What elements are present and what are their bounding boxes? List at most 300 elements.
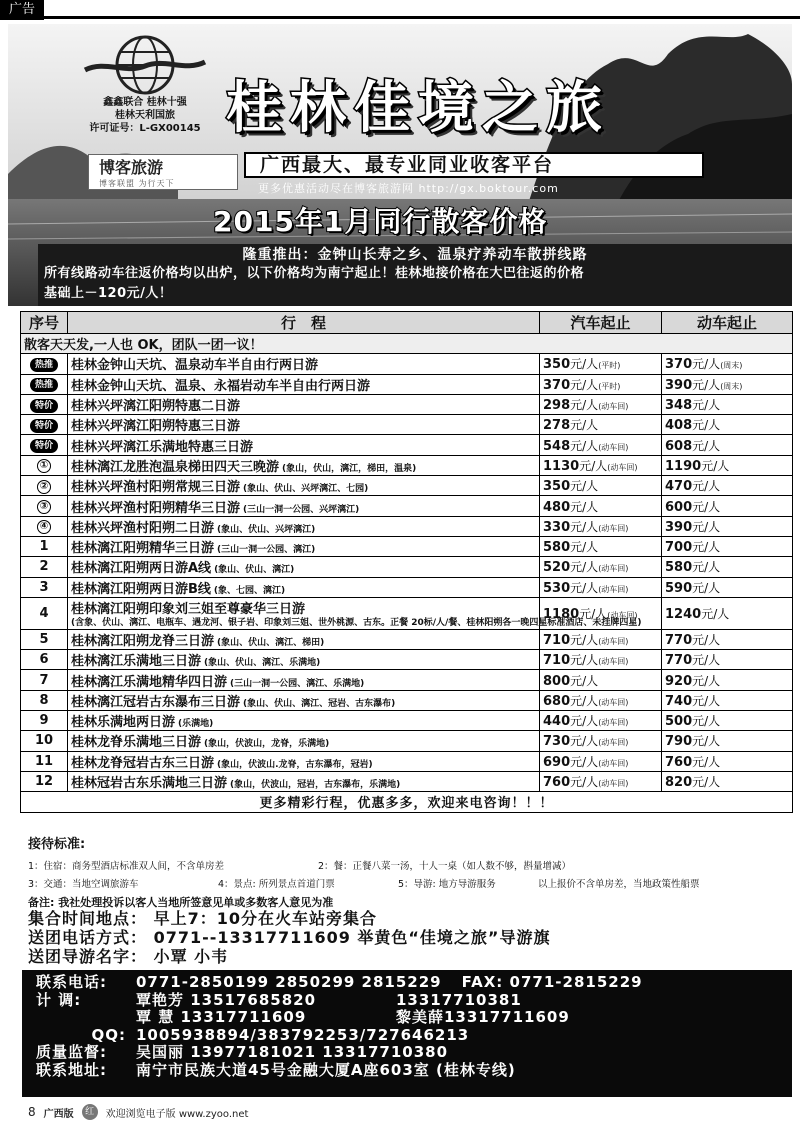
fax-number[interactable]: FAX: 0771-2815229 [461,973,643,991]
bokt-logo [88,154,238,190]
main-title: 桂林佳境之旅 [226,76,610,141]
route-index: 8 [39,692,49,708]
train-price [662,690,793,710]
standard-item: 3：交通：当地空调旅游车 [28,879,139,890]
bus-price-unit: 元/人 [570,398,599,413]
route-name: 桂林兴坪渔村阳朔精华三日游 [71,500,241,516]
header-train: 动车起止 [662,312,793,334]
route-number [21,354,68,374]
bus-price-unit: 元/人 [570,499,599,514]
route-spots: (象山、伏山、兴坪漓江) [217,524,316,535]
bus-price [540,536,662,556]
train-price [662,455,793,475]
route-cell [68,476,540,496]
bus-price [540,415,662,435]
route-number [21,394,68,414]
train-price [662,670,793,690]
bus-price [540,557,662,577]
train-price-value: 740 [665,693,693,709]
promo-bar [38,244,792,306]
promo-line3: 基础上－120元/人！ [44,286,173,301]
route-spots: (象山、伏山、漓江) [214,565,295,576]
train-price [662,516,793,536]
route-number [21,731,68,751]
contact-tel-row [36,974,778,992]
standard-item: 5：导游: 地方导游服务 [398,879,496,890]
logo-line1: 鑫鑫联合 桂林十强 [103,97,187,108]
address: 南宁市民族大道45号金融大厦A座603室 (桂林专线) [136,1060,516,1079]
contact-calc-row [36,992,778,1010]
route-badge: 特价 [30,439,58,453]
meeting-info [28,909,788,966]
route-spots: (象山，伏波山，冠岩，古东瀑布，乐满地) [230,780,401,791]
route-cell [68,354,540,374]
route-number [21,597,68,629]
train-price [662,394,793,414]
bus-price [540,516,662,536]
contact-address-row [36,1062,778,1080]
bus-price [540,374,662,394]
footer-website[interactable]: 欢迎浏览电子版 www.zyoo.net [105,1108,249,1120]
bokt-name: 博客旅游 [99,158,164,177]
train-price [662,354,793,374]
price-table [20,311,793,813]
route-index: 12 [34,774,54,790]
train-price [662,629,793,649]
bus-price-unit: 元/人 [570,357,599,372]
bus-price-value: 480 [543,499,571,515]
route-cell [68,496,540,516]
route-name: 桂林兴坪渔村阳朔二日游 [71,520,215,536]
bus-price-value: 520 [543,560,571,576]
header-num: 序号 [21,312,68,334]
train-price-unit: 元/人 [692,754,721,769]
bus-price-note: (动车回) [598,758,629,768]
route-cell [68,557,540,577]
route-badge: 热推 [30,378,58,392]
bus-price [540,670,662,690]
bus-price [540,731,662,751]
route-cell [68,711,540,731]
train-price-value: 760 [665,754,693,770]
header-bus: 汽车起止 [540,312,662,334]
bus-price-value: 548 [543,438,571,454]
train-price [662,577,793,597]
route-cell [68,415,540,435]
train-price [662,536,793,556]
train-price-unit: 元/人 [692,580,721,595]
route-name: 桂林漓江阳朔印象刘三姐至尊豪华三日游 [71,601,306,617]
bus-price-unit: 元/人 [570,653,599,668]
route-cell [68,690,540,710]
bus-price-value: 710 [543,633,571,648]
route-index: 5 [39,632,49,647]
bus-price-value: 730 [543,734,571,750]
route-index: ① [37,459,51,473]
train-price-unit: 元/人 [692,560,721,575]
route-name: 桂林金钟山天坑、温泉动车半自由行两日游 [71,358,319,374]
route-number [21,711,68,731]
quality-contact[interactable]: 吴国丽 13977181021 13317710380 [136,1043,449,1061]
bus-price-value: 330 [543,519,571,535]
bus-price-value: 680 [543,693,571,709]
train-price-value: 1240 [665,606,702,622]
route-spots: (三山一洞一公园、兴坪漓江) [243,504,360,515]
train-price-value: 580 [665,560,693,576]
bus-price [540,476,662,496]
train-price-note: (周末) [720,361,743,371]
bus-price [540,751,662,771]
train-price [662,771,793,791]
standards-row-1 [28,858,788,876]
table-row [21,435,793,455]
bus-price-note: (动车回) [598,584,629,594]
bus-price [540,629,662,649]
banner-row [21,334,793,354]
route-spots: (乐满地) [178,719,214,730]
train-price-unit: 元/人 [692,714,721,729]
agency-logo [60,34,230,135]
train-price-value: 590 [665,580,693,596]
route-spots: (象、七园、漓江) [213,585,286,596]
train-price [662,496,793,516]
table-row [21,455,793,475]
route-number [21,670,68,690]
route-cell [68,650,540,670]
ad-tag: 广告 [0,0,44,20]
bus-price [540,771,662,791]
table-row [21,496,793,516]
bus-price [540,690,662,710]
train-price-value: 790 [665,734,693,750]
route-cell [68,516,540,536]
train-price-value: 390 [665,377,693,393]
bus-price-value: 760 [543,775,571,791]
bus-price-note: (动车回) [598,657,629,667]
table-row [21,476,793,496]
bus-price [540,455,662,475]
bus-price [540,650,662,670]
train-price-unit: 元/人 [692,693,721,708]
train-price [662,711,793,731]
route-name: 桂林兴坪漓江乐满地特惠三日游 [71,439,254,455]
route-index: 6 [39,652,49,668]
more-info-row [21,792,793,812]
train-price-unit: 元/人 [692,377,721,392]
bus-price-note: (平时) [598,361,621,371]
bus-price-note: (动车回) [598,718,629,728]
bus-price-note: (动车回) [598,442,629,452]
table-row [21,536,793,556]
reception-standards [28,836,788,912]
train-price-value: 408 [665,418,693,434]
more-info-text: 更多精彩行程，优惠多多，欢迎来电咨询！！！ [21,792,793,812]
table-row [21,516,793,536]
route-name: 桂林漓江乐满地精华四日游 [71,674,228,690]
train-price-value: 820 [665,775,693,791]
route-number [21,751,68,771]
train-price-value: 348 [665,398,693,414]
route-name: 桂林乐满地两日游 [71,715,176,731]
table-row [21,670,793,690]
route-badge: 热推 [30,358,58,372]
bus-price-value: 298 [543,398,571,414]
train-price-unit: 元/人 [692,398,721,413]
route-spots: (象山，伏波山.龙脊，古东瀑布，冠岩) [217,759,373,770]
bus-price-unit: 元/人 [570,754,599,769]
promo-line2: 所有线路动车往返价格均以出炉，以下价格均为南宁起止！桂林地接价格在大巴往返的价格 [44,266,585,281]
train-price-unit: 元/人 [692,540,721,555]
route-name: 桂林龙脊冠岩古东三日游 [71,755,215,771]
route-index: 11 [34,753,54,769]
table-row [21,771,793,791]
table-row [21,629,793,649]
bus-price-unit: 元/人 [570,540,599,555]
train-price [662,597,793,629]
bus-price-value: 350 [543,479,571,495]
train-price-unit: 元/人 [692,633,721,647]
bus-price-unit: 元/人 [570,377,599,392]
route-cell [68,536,540,556]
bus-price-note: (动车回) [598,402,629,412]
train-price-value: 608 [665,438,693,454]
route-spots: (象山、伏山、漓江、冠岩、古东瀑布) [243,698,396,709]
train-price-value: 470 [665,479,693,495]
route-name: 桂林漓江乐满地三日游 [71,654,202,670]
route-number [21,516,68,536]
route-index: 4 [39,605,49,621]
route-index: ③ [37,500,51,514]
bus-price-note: (动车回) [598,697,629,707]
train-price-value: 500 [665,714,693,730]
route-name: 桂林漓江阳朔两日游B线 [71,581,211,597]
route-number [21,476,68,496]
route-index: 1 [39,539,49,555]
bus-price-note: (动车回) [598,637,629,646]
standard-item: 以上报价不含单房差，当地政策性船票 [538,879,700,890]
route-cell [68,455,540,475]
bus-price-value: 370 [543,377,571,393]
standards-row-2 [28,876,788,894]
route-spots: (象山、伏山、漓江、梯田) [217,638,325,648]
route-name: 桂林兴坪漓江阳朔特惠三日游 [71,419,241,435]
route-spots: (三山一洞一公园、漓江、乐满地) [230,678,365,689]
route-name: 桂林漓江阳朔龙脊三日游 [71,634,215,649]
calc-contact-1b[interactable]: 13317710381 [396,990,522,1009]
bokt-sub: 博客联盟 为行天下 [99,179,175,188]
bus-price-unit: 元/人 [570,714,599,729]
train-price-unit: 元/人 [692,673,721,688]
train-price-value: 920 [665,673,693,689]
tel-label: 联系电话: [36,973,107,991]
train-price [662,731,793,751]
meet-guide: 送团导游名字： 小覃 小韦 [28,947,229,966]
contact-block [22,970,792,1097]
train-price-value: 1190 [665,458,702,474]
train-price-value: 700 [665,540,693,556]
train-price [662,650,793,670]
train-price-unit: 元/人 [692,734,721,749]
route-number [21,577,68,597]
bus-price-unit: 元/人 [570,734,599,749]
route-name: 桂林兴坪漓江阳朔特惠二日游 [71,399,241,415]
qq-numbers[interactable]: 1005938894/383792253/727646213 [136,1025,470,1044]
bus-price [540,435,662,455]
slogan-website[interactable]: 更多优惠活动尽在博客旅游网 http://gx.boktour.com [258,182,559,195]
bus-price-note: (动车回) [598,779,629,789]
train-price-unit: 元/人 [692,653,721,668]
route-number [21,496,68,516]
bus-price-unit: 元/人 [570,438,599,453]
route-spots: (象山、伏山、兴坪漓江、七园) [243,484,369,495]
route-spots: (象山，伏波山，龙脊，乐满地) [204,739,330,750]
route-number [21,435,68,455]
train-price-unit: 元/人 [701,606,730,621]
table-row [21,690,793,710]
route-cell [68,577,540,597]
table-row [21,711,793,731]
standard-item: 4：景点: 所列景点首道门票 [218,879,335,890]
route-index: 3 [39,579,49,595]
edition-label: 广西版 [43,1108,74,1120]
bus-price-value: 440 [543,714,571,730]
route-number [21,690,68,710]
route-number [21,455,68,475]
route-index: 10 [34,733,54,749]
table-header-row [21,312,793,334]
bus-price-unit: 元/人 [570,580,599,595]
bus-price-unit: 元/人 [570,633,599,647]
bus-price-value: 710 [543,653,571,669]
license-number: 许可证号：L-GX00145 [89,123,201,134]
standard-item: 1：住宿：商务型酒店标准双人间，不含单房差 [28,861,225,872]
route-index: 2 [39,559,49,575]
bus-price-unit: 元/人 [570,418,599,433]
train-price [662,476,793,496]
calc-contact-2[interactable]: 覃 慧 13317711609 [136,1008,307,1026]
bus-price [540,496,662,516]
calc-label: 计 调: [36,990,82,1009]
table-row [21,394,793,414]
route-spots: (含象、伏山、漓江、电瓶车、遇龙河、银子岩、印象刘三姐、世外桃源、古东。正餐 20标/人/餐、桂林阳朔各一晚四星标准酒店、未挂牌四星) [71,617,642,628]
bus-price-unit: 元/人 [570,479,599,494]
bus-price [540,394,662,414]
bus-price-value: 350 [543,357,571,373]
train-price-value: 770 [665,633,693,648]
route-number [21,374,68,394]
route-cell [68,751,540,771]
route-spots: (三山一洞一公园、漓江) [217,545,316,556]
route-name: 桂林漓江阳朔两日游A线 [71,561,212,577]
address-label: 联系地址: [36,1060,107,1079]
slogan-bar: 广西最大、最专业同业收客平台 [244,152,704,178]
route-name: 桂林漓江冠岩古东瀑布三日游 [71,694,241,710]
train-price-unit: 元/人 [692,438,721,453]
calc-contact-2b[interactable]: 黎美薛13317711609 [396,1008,570,1026]
table-row [21,731,793,751]
bus-price-note: (动车回) [607,462,638,472]
bus-price-note: (动车回) [598,523,629,533]
route-spots: (象山、伏山、漓江、乐满地) [204,658,321,669]
route-spots: (象山，伏山，漓江，梯田，温泉) [282,463,417,474]
bus-price-unit: 元/人 [570,519,599,534]
bus-price [540,354,662,374]
route-number [21,536,68,556]
tel-numbers[interactable]: 0771-2850199 2850299 2815229 [136,973,442,991]
route-name: 桂林漓江阳朔精华三日游 [71,541,215,557]
route-badge: 特价 [30,419,58,433]
bus-price-unit: 元/人 [570,693,599,708]
route-cell [68,731,540,751]
route-name: 桂林金钟山天坑、温泉、永福岩动车半自由行两日游 [71,378,371,394]
route-number [21,771,68,791]
route-cell [68,374,540,394]
train-price-unit: 元/人 [692,479,721,494]
bus-price-note: (动车回) [598,738,629,748]
meet-phone: 送团电话方式： 0771--13317711609 举黄色“佳境之旅”导游旗 [28,928,551,947]
route-index: 7 [39,672,49,688]
bus-price-note: (平时) [598,381,621,391]
train-price-unit: 元/人 [692,775,721,790]
bus-price-value: 690 [543,754,571,770]
standard-item: 2：餐：正餐八菜一汤，十人一桌（如人数不够，斟量增减） [318,861,572,872]
train-price-value: 370 [665,357,693,373]
route-number [21,415,68,435]
table-row [21,650,793,670]
train-price-unit: 元/人 [692,418,721,433]
meet-time: 集合时间地点： 早上7：10分在火车站旁集合 [28,909,377,928]
bus-price-value: 580 [543,540,571,556]
top-divider [44,16,800,19]
bus-price-unit: 元/人 [570,775,599,790]
train-price [662,751,793,771]
table-row [21,577,793,597]
bus-price-value: 278 [543,418,571,434]
table-row [21,597,793,629]
bus-price-note: (动车回) [598,564,629,574]
qq-label: QQ: [91,1025,126,1044]
train-price-value: 770 [665,653,693,669]
train-price-unit: 元/人 [692,499,721,514]
train-price-unit: 元/人 [692,357,721,372]
promo-line1: 隆重推出：金钟山长寿之乡、温泉疗养动车散拼线路 [242,247,588,263]
train-price-unit: 元/人 [701,458,730,473]
train-price [662,415,793,435]
bus-price-unit: 元/人 [579,606,608,621]
table-row [21,751,793,771]
table-row [21,415,793,435]
route-name: 桂林冠岩古东乐满地三日游 [71,776,228,792]
contact-qq-row [36,1027,778,1045]
page-number: 8 [28,1105,36,1119]
route-index: ② [37,480,51,494]
train-price-value: 600 [665,499,693,515]
route-name: 桂林兴坪渔村阳朔常规三日游 [71,480,241,496]
banner-text: 散客天天发,一人也 OK，团队一团一议！ [21,334,793,354]
route-name: 桂林漓江龙胜泡温泉梯田四天三晚游 [71,459,280,475]
train-price [662,435,793,455]
quality-label: 质量监督: [36,1043,107,1061]
date-title: 2015年1月同行散客价格 [213,205,548,238]
route-cell [68,629,540,649]
train-price [662,374,793,394]
route-number [21,650,68,670]
route-number [21,629,68,649]
header-banner [8,24,792,306]
route-number [21,557,68,577]
route-index: 9 [39,713,49,729]
calc-contact-1[interactable]: 覃艳芳 13517685820 [136,990,317,1009]
